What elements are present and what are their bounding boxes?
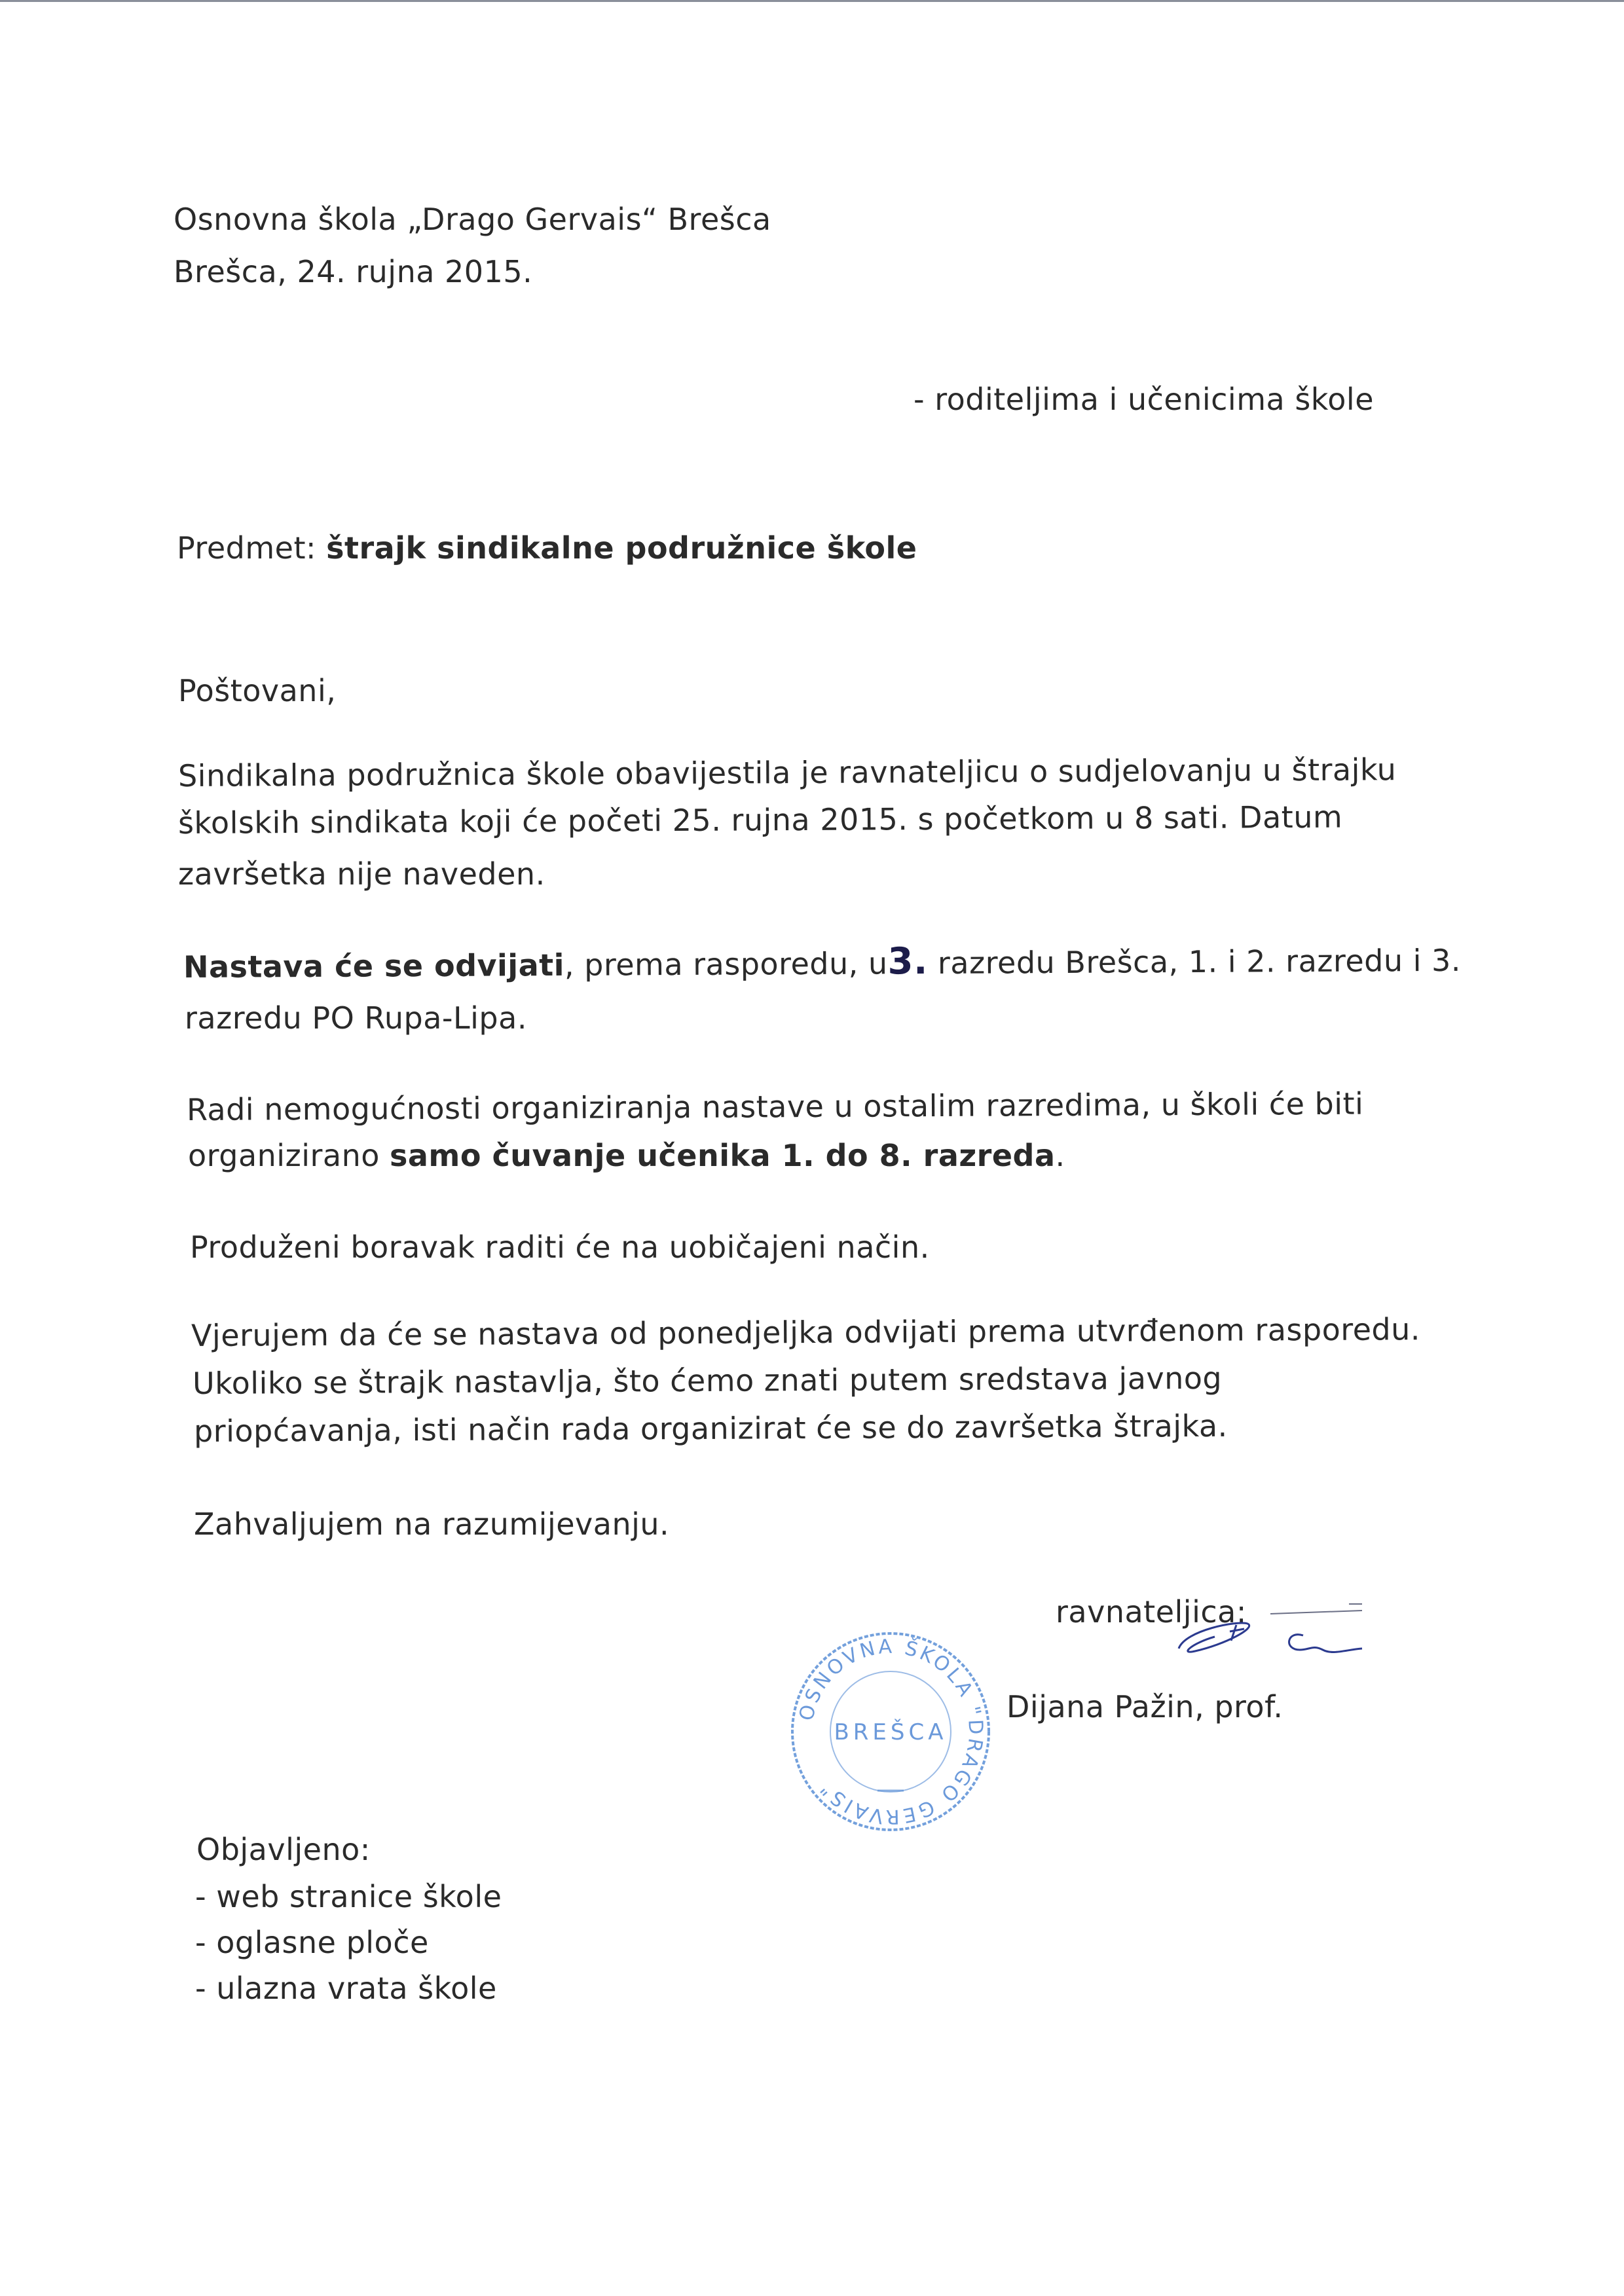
paragraph5-line2: Ukoliko se štrajk nastavlja, što ćemo znati putem sredstava javnog bbox=[192, 1360, 1223, 1401]
paragraph2-bold-lead: Nastava će se odvijati bbox=[183, 947, 565, 985]
paragraph3-bold: samo čuvanje učenika 1. do 8. razreda bbox=[390, 1138, 1056, 1173]
paragraph1-line3: završetka nije naveden. bbox=[178, 856, 545, 892]
salutation: Poštovani, bbox=[178, 673, 337, 708]
subject-label: Predmet: bbox=[177, 530, 316, 566]
subject-line bbox=[177, 528, 917, 568]
published-item: - oglasne ploče bbox=[195, 1925, 429, 1960]
closing: Zahvaljujem na razumijevanju. bbox=[194, 1506, 670, 1542]
subject-text: štrajk sindikalne podružnice škole bbox=[326, 530, 917, 566]
paragraph1-line1: Sindikalna podružnica škole obavijestila je ravnateljicu o sudjelovanju u štrajku bbox=[177, 752, 1397, 793]
stamp-outer-text: OSNOVNA ŠKOLA "DRAGO GERVAIS" bbox=[794, 1635, 987, 1829]
handwritten-signature bbox=[1166, 1584, 1388, 1683]
signature-title: ravnateljica: bbox=[1056, 1594, 1247, 1630]
paragraph2-text-b: razredu Brešca, 1. i 2. razredu i 3. bbox=[927, 942, 1462, 981]
paragraph3-text-b: . bbox=[1055, 1138, 1065, 1173]
school-name: Osnovna škola „Drago Gervais“ Brešca bbox=[174, 202, 771, 237]
scan-top-edge bbox=[0, 0, 1624, 2]
signatory-name: Dijana Pažin, prof. bbox=[1006, 1689, 1283, 1724]
paragraph5-line3: priopćavanja, isti način rada organizirat će se do završetka štrajka. bbox=[193, 1408, 1228, 1449]
published-label: Objavljeno: bbox=[196, 1832, 371, 1867]
published-item: - web stranice škole bbox=[195, 1879, 502, 1914]
paragraph2-line2: razredu PO Rupa-Lipa. bbox=[185, 1000, 527, 1036]
paragraph1-line2: školskih sindikata koji će početi 25. rujna 2015. s početkom u 8 sati. Datum bbox=[177, 799, 1343, 841]
paragraph5-line1: Vjerujem da će se nastava od ponedjeljka odvijati prema utvrđenom rasporedu. bbox=[191, 1311, 1421, 1353]
place-date: Brešca, 24. rujna 2015. bbox=[174, 254, 533, 289]
paragraph2-text-a: , prema rasporedu, u bbox=[564, 945, 888, 983]
paragraph2-line1 bbox=[183, 939, 1461, 987]
paragraph4: Produženi boravak raditi će na uobičajeni način. bbox=[190, 1230, 930, 1265]
recipient: - roditeljima i učenicima škole bbox=[913, 382, 1375, 417]
stamp-center-text: BREŠCA bbox=[834, 1719, 948, 1745]
published-item: - ulazna vrata škole bbox=[195, 1971, 497, 2006]
paragraph3-line2 bbox=[188, 1136, 1065, 1175]
handwritten-number: 3. bbox=[887, 940, 928, 983]
paragraph3-text-a: organizirano bbox=[188, 1138, 390, 1173]
paragraph3-line1: Radi nemogućnosti organiziranja nastave u ostalim razredima, u školi će biti bbox=[186, 1085, 1364, 1127]
school-stamp bbox=[786, 1627, 995, 1836]
